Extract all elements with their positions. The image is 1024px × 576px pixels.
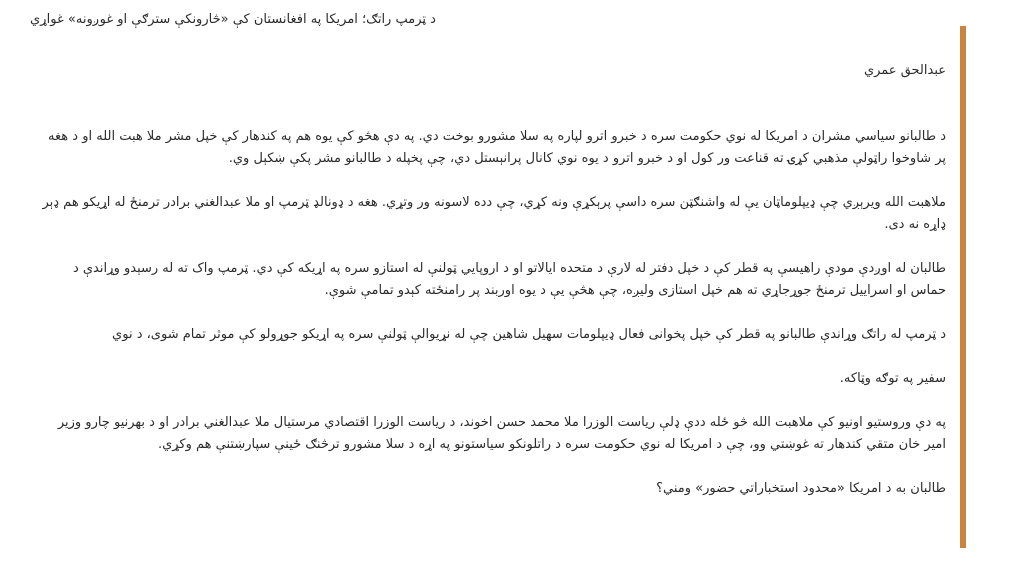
paragraph-4: د ټرمپ له راتګ وړاندې طالبانو په قطر کې خپل پخوانی فعال ډیپلومات سهیل شاهین چې له نړیوالې ټولنې سره په اړیکو جوړولو کې موثر تمام شوی، د نوي (112, 327, 946, 342)
paragraph-5: سفیر په توګه وټاکه. (839, 371, 946, 386)
author-name: عبدالحق عمري (863, 63, 946, 78)
page-title: د ټرمپ راتګ؛ امریکا په افغانستان کې «څارونکې سترګې او غوږونه» غواړي (30, 12, 436, 27)
paragraph-2: ملاهبت الله ویرېږي چې ډیپلوماټان یې له واشنګټن سره داسې پرېکړې ونه کړي، چې دده لاسونه ور وتړي. هغه د ډونالډ ټرمپ او ملا عبدالغني برادر ترمنځ له اړیکو هم ډېر ډاړه نه دی. (42, 195, 946, 232)
paragraph-3: طالبان له اوږدې مودې راهیسې په قطر کې د خپل دفتر له لارې د متحده ایالاتو او د اروپایي ټولنې له استازو سره په اړیکه کې دي. ټرمپ واک ته له رسېدو وړاندې د حماس او اسراییل ترمنځ جوړجاړي ته هم خپل استازی ولیږه، چې هڅې یې د یوه اوربند پر رامنځته کېدو تمامې شوې. (72, 261, 946, 298)
section-heading: طالبان به د امریکا «محدود استخباراتي حضور» ومني؟ (656, 481, 946, 496)
paragraph-6: په دې وروستیو اونیو کې ملاهبت الله څو ځله ددې ډلې ریاست الوزرا ملا محمد حسن اخوند، د ریاست الوزرا اقتصادي مرستیال ملا عبدالغني برادر او د بهرنیو چارو وزیر امیر خان متقي کندهار ته غوښتي وو، چې د امریکا له نوي حکومت سره د راتلونکو سیاستونو په اړه د سلا مشورو ترڅنګ ځینې سپارښتنې هم وکړي. (57, 415, 946, 452)
accent-bar (960, 26, 966, 548)
paragraph-1: د طالبانو سیاسي مشران د امریکا له نوي حکومت سره د خبرو اترو لپاره په سلا مشورو بوخت دي. په دې هڅو کې یوه هم په کندهار کې خپل مشر ملا هبت الله او د هغه پر شاوخوا راټولې مذهبي کړۍ ته قناعت ور کول او د خبرو اترو د یوه نوي کانال پرانېستل دي، چې پخپله د طالبانو مشر پکې ښکېل وي. (48, 129, 946, 166)
article-body (36, 60, 946, 522)
